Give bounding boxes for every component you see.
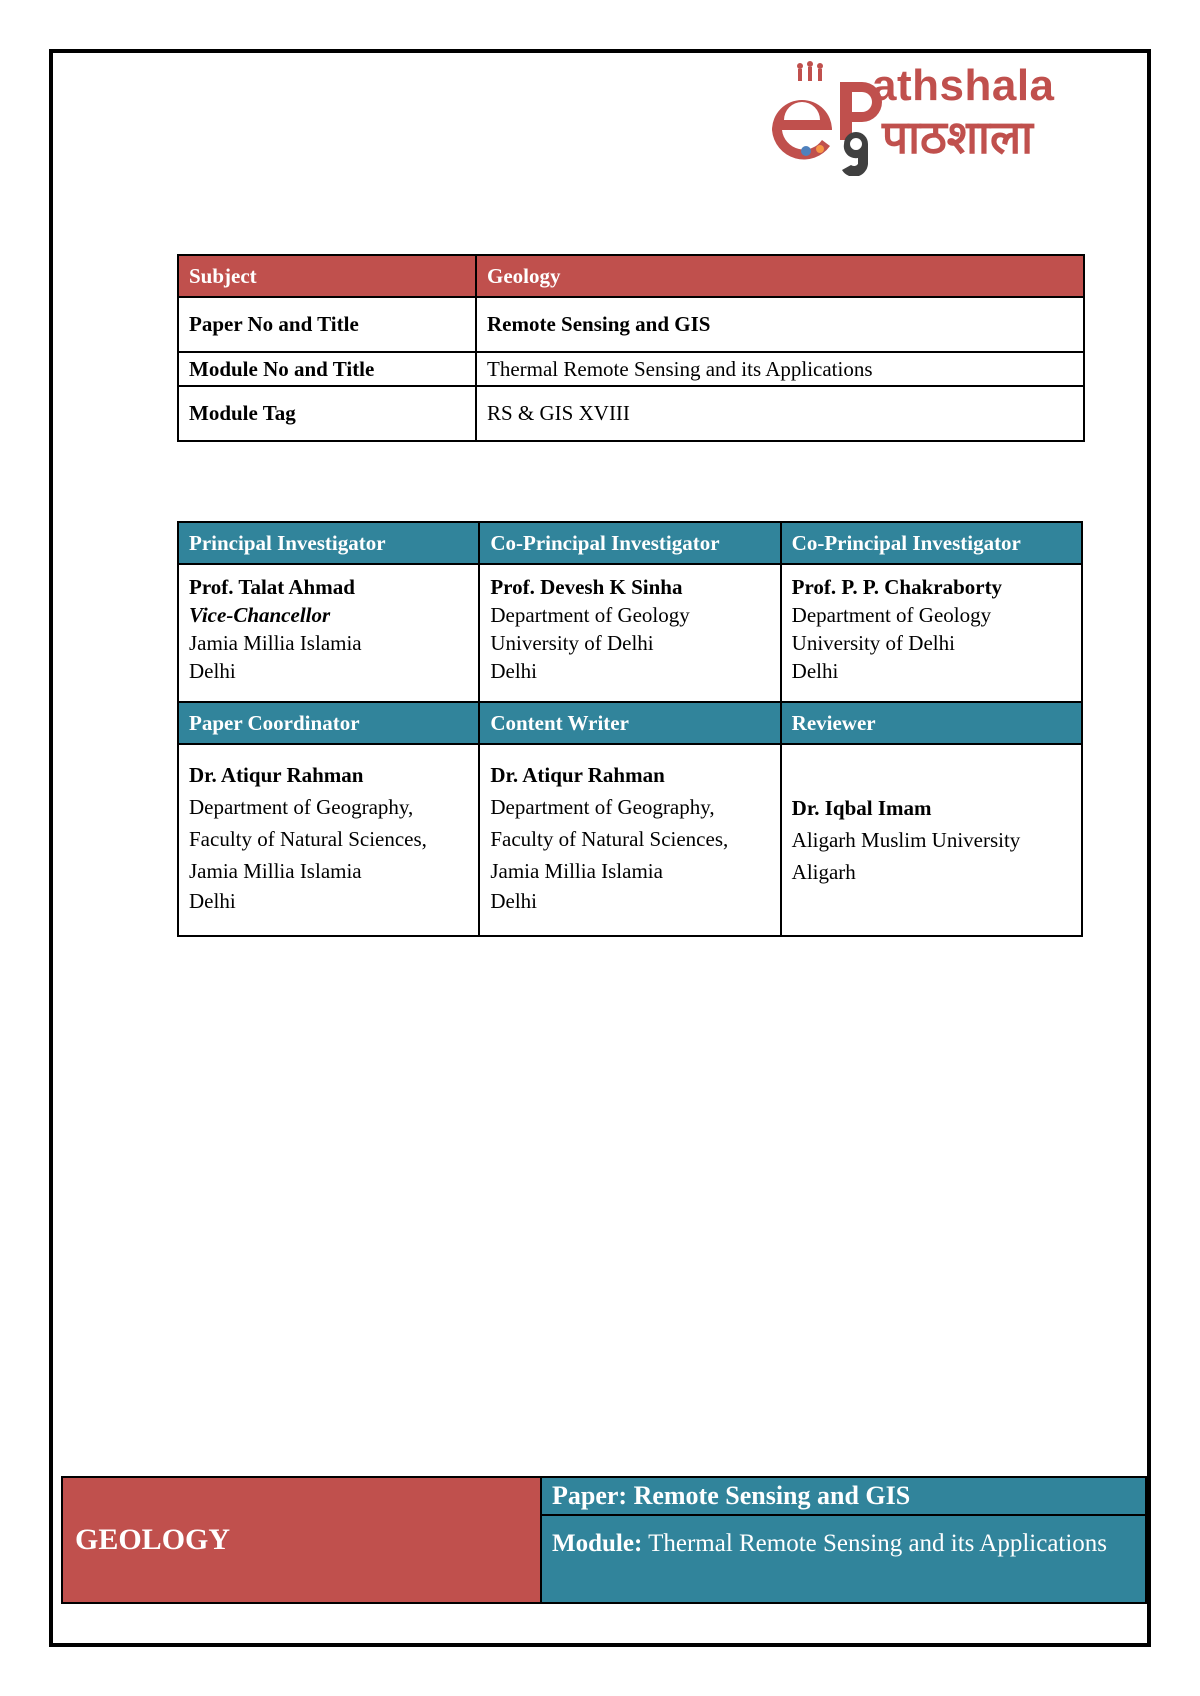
people-table <box>177 521 1083 937</box>
subject-label: Subject <box>178 255 476 297</box>
person-cell <box>479 744 780 936</box>
person-cell <box>781 744 1082 936</box>
column-header: Co-Principal Investigator <box>479 522 780 564</box>
person-department: Department of Geography, <box>189 795 414 819</box>
footer-paper: Paper: Remote Sensing and GIS <box>542 1478 1145 1516</box>
person-cell <box>178 564 479 702</box>
logo-text-hindi: पाठशाला <box>882 110 1034 164</box>
footer-details <box>542 1478 1145 1602</box>
column-header: Principal Investigator <box>178 522 479 564</box>
person-faculty: Faculty of Natural Sciences, <box>490 827 729 851</box>
footer-module-value: Thermal Remote Sensing and its Applications <box>642 1530 1108 1557</box>
person-name: Prof. P. P. Chakraborty <box>791 575 1003 599</box>
table-row <box>178 297 1084 352</box>
subject-header-row <box>178 255 1084 297</box>
people-header-row <box>178 702 1082 744</box>
people-row <box>178 564 1082 702</box>
module-label: Module No and Title <box>178 352 476 386</box>
people-row <box>178 744 1082 936</box>
subject-value: Geology <box>476 255 1084 297</box>
person-affiliation: Jamia Millia Islamia <box>490 859 663 883</box>
person-name: Dr. Atiqur Rahman <box>490 763 665 787</box>
paper-value: Remote Sensing and GIS <box>476 297 1084 352</box>
person-title: Vice-Chancellor <box>189 603 331 627</box>
person-affiliation: Jamia Millia Islamia <box>189 631 362 655</box>
column-header: Co-Principal Investigator <box>781 522 1082 564</box>
person-department: Department of Geology <box>490 603 690 627</box>
person-affiliation: Aligarh Muslim University <box>791 828 1021 852</box>
subject-info-table <box>177 254 1085 442</box>
footer-module-label: Module: <box>552 1530 643 1557</box>
person-city: Delhi <box>490 889 537 913</box>
table-row <box>178 386 1084 441</box>
person-affiliation: University of Delhi <box>490 631 654 655</box>
person-cell <box>781 564 1082 702</box>
paper-label: Paper No and Title <box>178 297 476 352</box>
person-department: Department of Geology <box>791 603 992 627</box>
people-header-row <box>178 522 1082 564</box>
column-header: Paper Coordinator <box>178 702 479 744</box>
page-footer <box>61 1476 1147 1604</box>
person-city: Delhi <box>189 889 236 913</box>
logo-text-english: athshala <box>872 61 1055 110</box>
module-value: Thermal Remote Sensing and its Applications <box>476 352 1084 386</box>
module-tag-label: Module Tag <box>178 386 476 441</box>
person-faculty: Faculty of Natural Sciences, <box>189 827 427 851</box>
person-name: Dr. Atiqur Rahman <box>189 763 364 787</box>
person-name: Dr. Iqbal Imam <box>791 796 932 820</box>
person-cell <box>178 744 479 936</box>
epathshala-logo <box>760 58 1130 176</box>
person-affiliation: University of Delhi <box>791 631 955 655</box>
footer-module <box>542 1516 1145 1602</box>
person-name: Prof. Talat Ahmad <box>189 575 355 599</box>
person-city: Delhi <box>490 659 537 683</box>
person-cell <box>479 564 780 702</box>
column-header: Reviewer <box>781 702 1082 744</box>
table-row <box>178 352 1084 386</box>
module-tag-value: RS & GIS XVIII <box>476 386 1084 441</box>
epathshala-emblem-icon <box>760 58 890 176</box>
person-city: Aligarh <box>791 860 856 884</box>
person-city: Delhi <box>791 659 839 683</box>
person-affiliation: Jamia Millia Islamia <box>189 859 362 883</box>
footer-subject: GEOLOGY <box>63 1478 542 1602</box>
person-city: Delhi <box>189 659 236 683</box>
column-header: Content Writer <box>479 702 780 744</box>
person-department: Department of Geography, <box>490 795 715 819</box>
person-name: Prof. Devesh K Sinha <box>490 575 683 599</box>
